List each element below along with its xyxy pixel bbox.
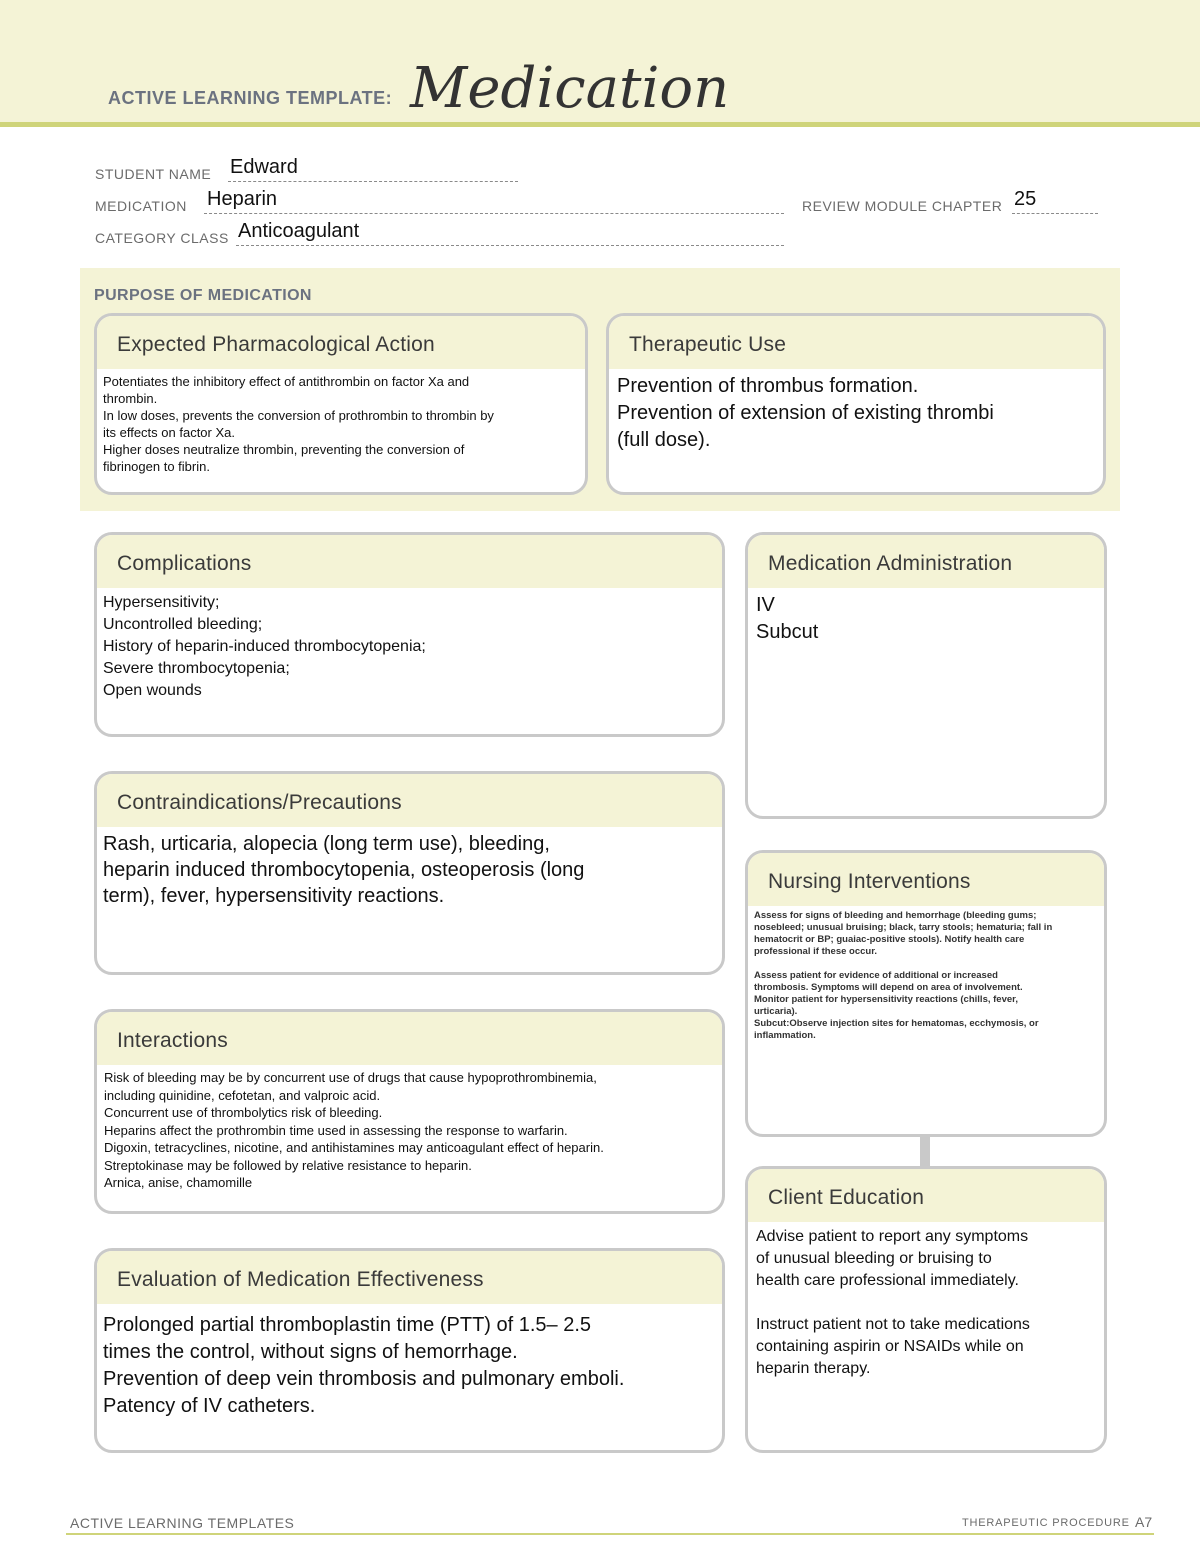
- review-module-field[interactable]: 25: [1014, 188, 1037, 210]
- expected-action-title: Expected Pharmacological Action: [97, 316, 585, 369]
- student-name-field[interactable]: Edward: [230, 156, 298, 178]
- nursing-interventions-title: Nursing Interventions: [748, 853, 1104, 906]
- administration-title: Medication Administration: [748, 535, 1104, 588]
- card-connector: [920, 1136, 930, 1166]
- nursing-interventions-card: [745, 850, 1107, 1137]
- complications-title: Complications: [97, 535, 722, 588]
- expected-action-text[interactable]: Potentiates the inhibitory effect of antithrombin on factor Xa and thrombin. In low doses, prevents the conversion of prothrombin to thrombin by its effects on factor Xa. Higher doses neutralize thrombin, preventing the conversion of fibrinogen to fibrin.: [103, 374, 494, 474]
- footer-right-label: THERAPEUTIC PROCEDURE: [962, 1517, 1130, 1529]
- complications-card: [94, 532, 725, 737]
- purpose-title: PURPOSE OF MEDICATION: [94, 287, 312, 304]
- client-education-card: [745, 1166, 1107, 1453]
- evaluation-card: [94, 1248, 725, 1453]
- contraindications-title: Contraindications/Precautions: [97, 774, 722, 827]
- complications-text[interactable]: Hypersensitivity; Uncontrolled bleeding; History of heparin-induced thrombocytopenia; Severe thrombocytopenia; Open wounds: [103, 594, 426, 699]
- medication-label: MEDICATION: [95, 198, 187, 214]
- category-class-label: CATEGORY CLASS: [95, 230, 229, 246]
- administration-text[interactable]: IV Subcut: [756, 594, 819, 643]
- template-label: ACTIVE LEARNING TEMPLATE:: [108, 88, 393, 108]
- category-class-field[interactable]: Anticoagulant: [238, 220, 360, 242]
- nursing-interventions-text[interactable]: Assess for signs of bleeding and hemorrhage (bleeding gums; nosebleed; unusual bruising; black, tarry stools; hematuria; fall in hematocrit or BP; guaiac-positive stools). Notify health care professional if these occur. Assess patient for evidence of additional or increased thrombosis. Symptoms will depend on area of involvement. Monitor patient for hypersensitivity reactions (chills, fever, urticaria). Subcut:Observe injection sites for hematomas, ecchymosis, or inflammation.: [754, 910, 1053, 1041]
- review-module-label: REVIEW MODULE CHAPTER: [802, 198, 1003, 214]
- expected-action-card: [94, 313, 588, 495]
- footer-rule: [66, 1533, 1154, 1535]
- evaluation-title: Evaluation of Medication Effectiveness: [97, 1251, 722, 1304]
- header-rule: [0, 122, 1200, 127]
- administration-card: [745, 532, 1107, 819]
- contraindications-text[interactable]: Rash, urticaria, alopecia (long term use), bleeding, heparin induced thrombocytopenia, osteoperosis (long term), fever, hypersensitivity reactions.: [103, 833, 585, 907]
- medication-line: [204, 192, 784, 214]
- student-name-label: STUDENT NAME: [95, 166, 212, 182]
- template-title: Medication: [410, 56, 730, 121]
- client-education-title: Client Education: [748, 1169, 1104, 1222]
- footer-left-label: ACTIVE LEARNING TEMPLATES: [70, 1515, 295, 1531]
- interactions-title: Interactions: [97, 1012, 722, 1065]
- interactions-card: [94, 1009, 725, 1214]
- interactions-text[interactable]: Risk of bleeding may be by concurrent use of drugs that cause hypoprothrombinemia, including quinidine, cefotetan, and valproic acid. Concurrent use of thrombolytics risk of bleeding. Heparins affect the prothrombin time used in assessing the response to warfarin. Digoxin, tetracyclines, nicotine, and antihistamines may anticoagulant effect of heparin. Streptokinase may be followed by relative resistance to heparin. Arnica, anise, chamomille: [104, 1070, 604, 1190]
- therapeutic-use-title: Therapeutic Use: [609, 316, 1103, 369]
- page-number: A7: [1135, 1514, 1153, 1530]
- evaluation-text[interactable]: Prolonged partial thromboplastin time (PTT) of 1.5– 2.5 times the control, without signs of hemorrhage. Prevention of deep vein thrombosis and pulmonary emboli. Patency of IV catheters.: [103, 1314, 625, 1417]
- client-education-text[interactable]: Advise patient to report any symptoms of unusual bleeding or bruising to health care professional immediately. Instruct patient not to take medications containing aspirin or NSAIDs while on heparin therapy.: [756, 1228, 1030, 1377]
- therapeutic-use-text[interactable]: Prevention of thrombus formation. Prevention of extension of existing thrombi (full dose).: [617, 375, 994, 451]
- therapeutic-use-card: [606, 313, 1106, 495]
- contraindications-card: [94, 771, 725, 975]
- medication-field[interactable]: Heparin: [207, 188, 278, 210]
